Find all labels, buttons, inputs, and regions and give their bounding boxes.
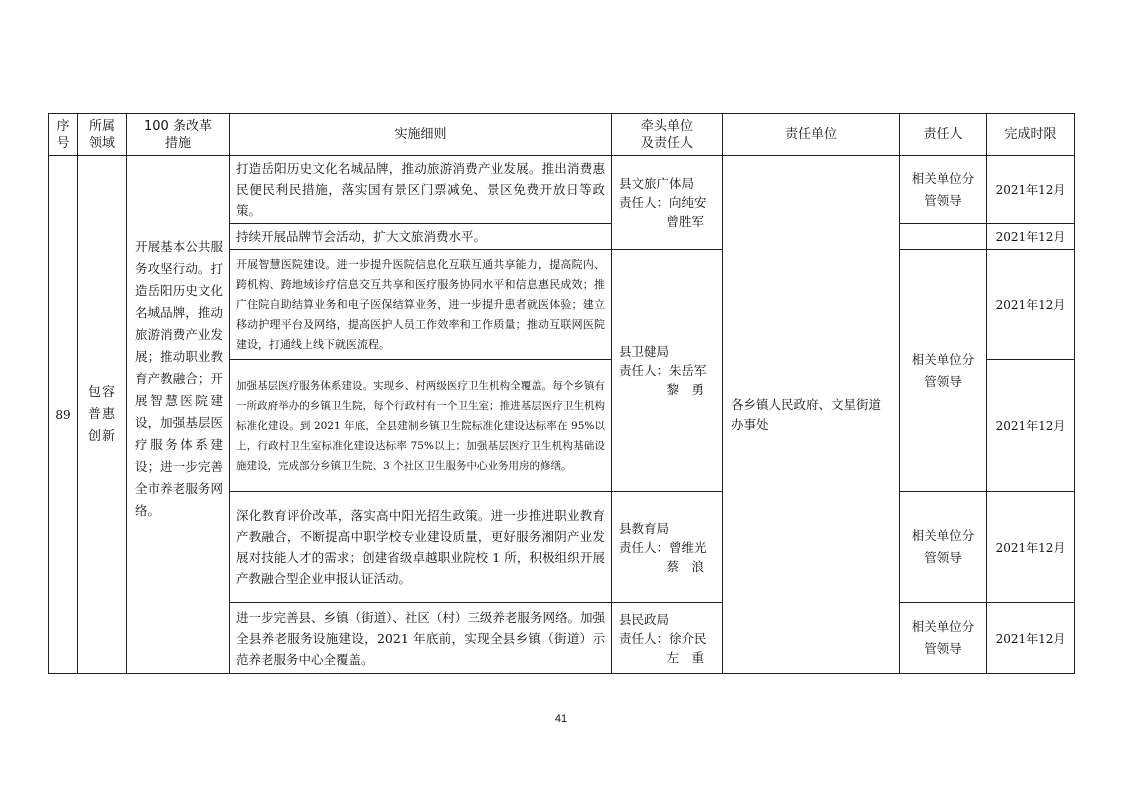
detail-cell: 深化教育评价改革，落实高中阳光招生政策。进一步推进职业教育产教融合，不断提高中职学校专业建设质量，更好服务湘阴产业发展对技能人才的需求；创建省级卓越职业院校 1 所，积极组织开展产教融合型企业申报认证活动。 [230, 492, 612, 603]
detail-cell: 打造岳阳历史文化名城品牌，推动旅游消费产业发展。推出消费惠民便民利民措施，落实国有景区门票减免、景区免费开放日等政策。 [230, 156, 612, 224]
header-area: 所属 领域 [78, 114, 127, 156]
header-row [49, 114, 1075, 156]
header-measure: 100 条改革 措施 [127, 114, 230, 156]
person-cell: 相关单位分管领导 [900, 250, 987, 492]
lead-cell: 县教育局 责任人：曾维光 蔡 浪 [612, 492, 723, 603]
header-deadline: 完成时限 [987, 114, 1075, 156]
header-details: 实施细则 [230, 114, 612, 156]
deadline-cell: 2021年12月 [987, 156, 1075, 224]
header-lead: 牵头单位 及责任人 [612, 114, 723, 156]
lead-cell: 县卫健局 责任人：朱岳军 黎 勇 [612, 250, 723, 492]
detail-cell: 持续开展品牌节会活动，扩大文旅消费水平。 [230, 224, 612, 250]
row-area: 包容 普惠 创新 [78, 156, 127, 674]
detail-cell: 开展智慧医院建设。进一步提升医院信息化互联互通共享能力，提高院内、跨机构、跨地域诊疗信息交互共享和医疗服务协同水平和信息惠民成效；推广住院自助结算业务和电子医保结算业务，进一步提升患者就医体验；建立移动护理平台及网络，提高医护人员工作效率和工作质量；推动互联网医院建设，打通线上线下就医流程。 [230, 250, 612, 360]
responsible-unit-cell: 各乡镇人民政府、文星街道办事处 [723, 156, 900, 674]
deadline-cell: 2021年12月 [987, 492, 1075, 603]
header-responsible-unit: 责任单位 [723, 114, 900, 156]
lead-cell: 县文旅广体局 责任人：向纯安 曾胜军 [612, 156, 723, 250]
person-cell: 相关单位分管领导 [900, 156, 987, 224]
person-cell [900, 224, 987, 250]
page-number: 41 [554, 713, 568, 725]
reform-measures-table [48, 113, 1075, 674]
detail-cell: 加强基层医疗服务体系建设。实现乡、村两级医疗卫生机构全覆盖。每个乡镇有一所政府举办的乡镇卫生院，每个行政村有一个卫生室；推进基层医疗卫生机构标准化建设。到 2021 年底，全县建制乡镇卫生院标准化建设达标率在 95%以上，行政村卫生室标准化建设达标率 75%以上；加强基层医疗卫生机构基础设施建设，完成部分乡镇卫生院、3 个社区卫生服务中心业务用房的修缮。 [230, 360, 612, 492]
person-cell: 相关单位分管领导 [900, 603, 987, 674]
row-measure: 开展基本公共服务攻坚行动。打造岳阳历史文化名城品牌，推动旅游消费产业发展；推动职业教育产教融合；开展智慧医院建设，加强基层医疗服务体系建设；进一步完善全市养老服务网络。 [127, 156, 230, 674]
deadline-cell: 2021年12月 [987, 603, 1075, 674]
header-seq: 序 号 [49, 114, 78, 156]
deadline-cell: 2021年12月 [987, 250, 1075, 360]
table-row [49, 156, 1075, 224]
lead-cell: 县民政局 责任人：徐介民 左 重 [612, 603, 723, 674]
header-person: 责任人 [900, 114, 987, 156]
row-seq: 89 [49, 156, 78, 674]
deadline-cell: 2021年12月 [987, 224, 1075, 250]
detail-cell: 进一步完善县、乡镇（街道）、社区（村）三级养老服务网络。加强全县养老服务设施建设，2021 年底前，实现全县乡镇（街道）示范养老服务中心全覆盖。 [230, 603, 612, 674]
person-cell: 相关单位分管领导 [900, 492, 987, 603]
deadline-cell: 2021年12月 [987, 360, 1075, 492]
